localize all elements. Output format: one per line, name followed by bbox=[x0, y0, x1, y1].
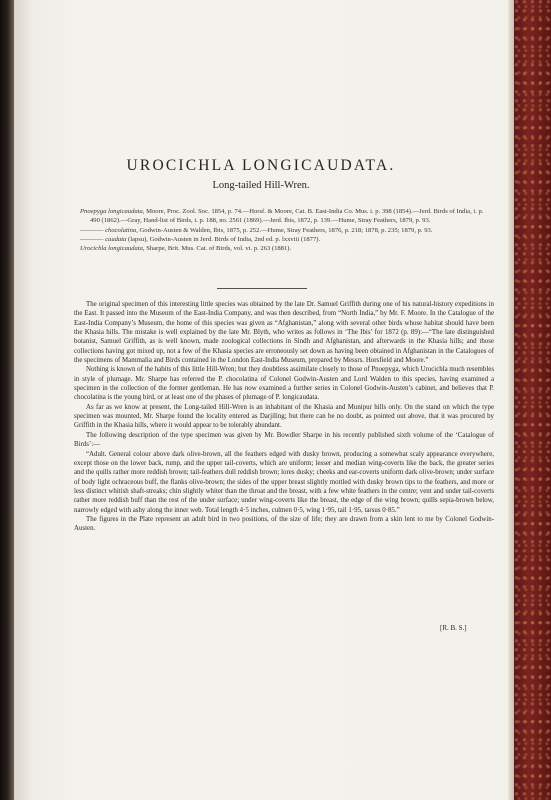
synonym-name: ———— chocolatina, bbox=[80, 226, 138, 234]
body-paragraph: The figures in the Plate represent an adult bird in two positions, of the size of life; they are drawn from a skin lent to me by Colonel Godwin-Austen. bbox=[74, 515, 494, 533]
synonym-name: Urocichla longicaudata, bbox=[80, 245, 145, 253]
marbled-cover bbox=[514, 0, 551, 800]
synonymy-entry bbox=[80, 244, 490, 253]
body-paragraph: The following description of the type specimen was given by Mr. Bowdler Sharpe in his recently published sixth volume of the ‘Catalogue of Birds’:— bbox=[74, 431, 494, 449]
synonym-citation: Moore, Proc. Zool. Soc. 1854, p. 74.—Horsf. & Moore, Cat. B. East-India Co. Mus. i. p. 398 (1854).—Jerd. Birds of India, i. p. 490 (1862).—Gray, Hand-list of Birds, i. p. 188, no. 2561 (1869).—Jerd. Ibis, 1872, p. 139.—Hume, Stray Feathers, 1879, p. 93. bbox=[90, 208, 484, 225]
synonym-citation: Sharpe, Brit. Mus. Cat. of Birds, vol. vi. p. 263 (1881). bbox=[144, 245, 292, 253]
common-name: Long-tailed Hill-Wren. bbox=[212, 180, 310, 191]
synonymy-entry bbox=[80, 207, 490, 226]
book-gutter bbox=[0, 0, 14, 800]
body-text bbox=[74, 300, 494, 534]
synonymy-list bbox=[80, 207, 490, 253]
body-paragraph: The original specimen of this interesting little species was obtained by the late Dr. Samuel Griffith during one of his natural-history expeditions in the East. It passed into the Museum of the East-India Company, and was then described, from “North India,” by Mr. F. Moore. In the Catalogue of the East-India Company’s Museum, the home of this species was given as “Afghanistan,” along with several other birds whose habitat should have been the Khasia hills. The mistake is well explained by the late Mr. Blyth, who writes as follows in ‘The Ibis’ for 1872 (p. 89):—“The late distinguished botanist, Samuel Griffith, as is well known, made zoological collections in Sindh and Afghanistan, and afterwards in the Khasia hills; and those collections having got mixed up, not a few of the Khasia species are erroneously set down as having been obtained in Afghanistan in the Catalogues of the specimens of Mammalia and Birds contained in the London East-India Museum, prepared by Messrs. Horsfield and Moore.” bbox=[74, 301, 494, 365]
synonym-name: Pnoepyga longicaudata, bbox=[80, 208, 145, 215]
description-quote: “Adult. General colour above dark olive-brown, all the feathers edged with dusky brown, producing a somewhat scaly appearance everywhere, except those on the lower back, rump, and the upper tail-coverts, which are uniform; lesser and median wing-coverts like the back, the greater series and the quills rather more reddish brown; tail-feathers dull reddish brown; lores dusky; cheeks and ear-coverts uniform dark olive-brown; under surface of body light ochraceous buff, the flanks olive-brown; the sides of the upper breast slightly mottled with dusky brown tips to the feathers, and more or less distinct whitish shaft-streaks; chin slightly whiter than the throat and the breast, with a few white feathers in the centre; vent and under tail-coverts rather more reddish buff than the rest of the under surface; under wing-coverts like the breast, the edge of the wing brown; quills sepia-brown below, narrowly edged with ashy along the inner web. Total length 4·5 inches, culmen 0·5, wing 1·95, tail 1·95, tarsus 0·85.” bbox=[74, 450, 494, 514]
synonym-citation: (lapsu), Godwin-Austen in Jerd. Birds of India, 2nd ed. p. lxxviii (1877). bbox=[126, 235, 321, 243]
section-divider bbox=[217, 288, 307, 289]
author-initials: [R. B. S.] bbox=[440, 624, 467, 632]
synonymy-entry bbox=[80, 235, 490, 244]
synonym-citation: Godwin-Austen & Walden, Ibis, 1875, p. 252.—Hume, Stray Feathers, 1876, p. 218; 1878, p. 235; 1879, p. 93. bbox=[137, 226, 433, 234]
body-paragraph: As far as we know at present, the Long-tailed Hill-Wren is an inhabitant of the Khasia and Munipur hills only. On the stand on which the type specimen was mounted, Mr. Sharpe found the locality entered as Darjiling; but there can be no doubt, as pointed out above, that it was procured by Griffith in the Khasia hills, where it would appear to be tolerably abundant. bbox=[74, 403, 494, 430]
body-paragraph: Nothing is known of the habits of this little Hill-Wren; but they doubtless assimilate closely to those of Pnoepyga, which Urocichla much resembles in style of plumage. Mr. Sharpe has referred the P. chocolatina of Colonel Godwin-Austen and Lord Walden to this species, having examined a specimen in the collection of the former gentleman. He has now examined a further series in Colonel Godwin-Austen’s cabinet, and believes that P. chocolatina is the young bird, or at least one of the phases of plumage of P. longicaudata. bbox=[74, 366, 494, 402]
species-title: UROCICHLA LONGICAUDATA. bbox=[126, 157, 396, 174]
synonym-name: ———— caudata bbox=[80, 235, 127, 243]
synonymy-entry bbox=[80, 226, 490, 235]
